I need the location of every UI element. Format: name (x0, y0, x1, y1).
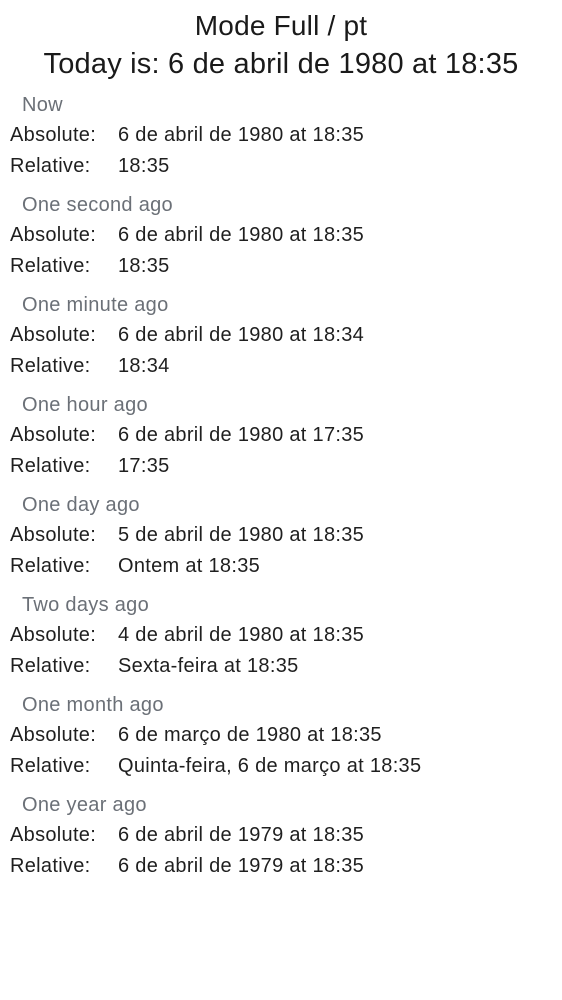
absolute-label: Absolute: (10, 424, 97, 446)
absolute-row (10, 822, 364, 848)
section-heading: One year ago (22, 794, 147, 816)
section-heading: Now (22, 94, 63, 116)
mode-title: Mode Full / pt (194, 10, 368, 41)
relative-value: 17:35 (118, 455, 170, 477)
section-heading: One minute ago (22, 294, 169, 316)
relative-value: 18:35 (118, 255, 170, 277)
absolute-row (10, 622, 364, 648)
time-section-two-days-ago (0, 592, 562, 692)
absolute-row (10, 222, 364, 248)
relative-label: Relative: (10, 455, 91, 477)
absolute-row (10, 122, 364, 148)
relative-row (10, 553, 260, 579)
section-heading: One second ago (22, 194, 173, 216)
relative-label: Relative: (10, 655, 91, 677)
relative-value: Quinta-feira, 6 de março at 18:35 (118, 755, 422, 777)
time-section-one-second-ago (0, 192, 562, 292)
relative-row (10, 253, 170, 279)
absolute-row (10, 522, 364, 548)
relative-value: 18:34 (118, 355, 170, 377)
relative-label: Relative: (10, 755, 91, 777)
relative-row (10, 853, 364, 879)
absolute-label: Absolute: (10, 524, 97, 546)
relative-row (10, 153, 170, 179)
section-heading: Two days ago (22, 594, 150, 616)
relative-value: 18:35 (118, 155, 170, 177)
absolute-label: Absolute: (10, 724, 97, 746)
relative-value: 6 de abril de 1979 at 18:35 (118, 855, 365, 877)
section-heading: One day ago (22, 494, 140, 516)
time-section-one-hour-ago (0, 392, 562, 492)
section-heading: One hour ago (22, 394, 148, 416)
absolute-value: 6 de abril de 1980 at 18:35 (118, 124, 365, 146)
absolute-value: 6 de abril de 1979 at 18:35 (118, 824, 365, 846)
relative-label: Relative: (10, 855, 91, 877)
time-section-one-minute-ago (0, 292, 562, 392)
time-section-one-month-ago (0, 692, 562, 792)
absolute-label: Absolute: (10, 124, 97, 146)
relative-label: Relative: (10, 555, 91, 577)
absolute-row (10, 722, 382, 748)
relative-value: Ontem at 18:35 (118, 555, 261, 577)
relative-label: Relative: (10, 255, 91, 277)
absolute-value: 6 de março de 1980 at 18:35 (118, 724, 382, 746)
absolute-label: Absolute: (10, 224, 97, 246)
relative-row (10, 753, 421, 779)
relative-row (10, 353, 170, 379)
section-heading: One month ago (22, 694, 164, 716)
absolute-value: 6 de abril de 1980 at 18:34 (118, 324, 365, 346)
absolute-value: 5 de abril de 1980 at 18:35 (118, 524, 365, 546)
absolute-value: 6 de abril de 1980 at 18:35 (118, 224, 365, 246)
relative-row (10, 653, 299, 679)
time-section-one-day-ago (0, 492, 562, 592)
relative-value: Sexta-feira at 18:35 (118, 655, 299, 677)
absolute-label: Absolute: (10, 824, 97, 846)
today-title: Today is: 6 de abril de 1980 at 18:35 (43, 48, 519, 80)
absolute-label: Absolute: (10, 324, 97, 346)
page-header (0, 0, 562, 84)
time-section-one-year-ago (0, 792, 562, 892)
absolute-label: Absolute: (10, 624, 97, 646)
absolute-value: 6 de abril de 1980 at 17:35 (118, 424, 365, 446)
relative-row (10, 453, 170, 479)
absolute-row (10, 322, 364, 348)
absolute-value: 4 de abril de 1980 at 18:35 (118, 624, 365, 646)
time-sections-list (0, 92, 562, 892)
absolute-row (10, 422, 364, 448)
relative-label: Relative: (10, 155, 91, 177)
relative-label: Relative: (10, 355, 91, 377)
time-section-now (0, 92, 562, 192)
